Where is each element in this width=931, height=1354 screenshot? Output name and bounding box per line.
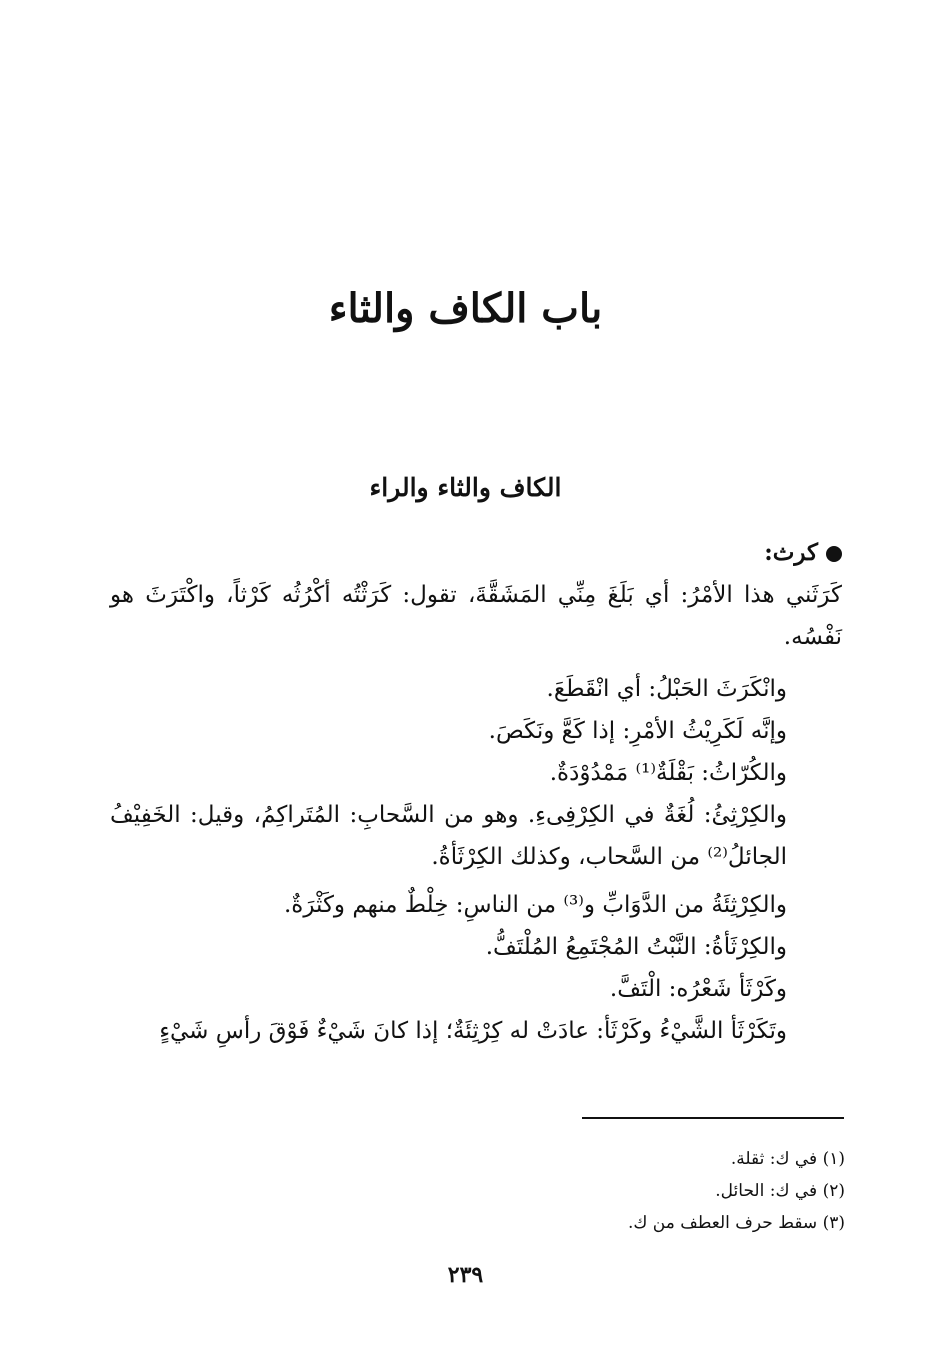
footnote-divider	[582, 1117, 844, 1119]
footnote: (١) في ك: ثقلة.	[730, 1149, 845, 1169]
entry-paragraph: والكِرْثِئُ: لُغَةٌ في الكِرْفِىءِ. وهو من السَّحابِ: المُتَراكِمُ، وقيل: الخَفِيْفُ الجائلُ⁽²⁾ من السَّحاب، وكذلك الكِرْثَأةُ.	[110, 802, 787, 870]
entry-body	[110, 532, 842, 1052]
entry-paragraph: وكَرْثَأ شَعْرُه: الْتَفَّ.	[609, 976, 787, 1002]
page-number: ٢٣٩	[447, 1262, 484, 1288]
entry-head-label: كرث:	[764, 539, 818, 566]
entry-paragraph: وانْكَرَثَ الحَبْلُ: أي انْقَطَعَ.	[546, 676, 787, 702]
entry-paragraph: والكُرّاثُ: بَقْلَةٌ⁽¹⁾ مَمْدُوْدَةٌ.	[549, 760, 787, 786]
footnote: (٣) سقط حرف العطف من ك.	[627, 1213, 845, 1233]
entry-paragraph: وإنَّه لَكَرِيْثُ الأمْرِ: إذا كَعَّ ونَكَصَ.	[488, 718, 787, 744]
entry-paragraph: والكِرْثِئَةُ من الدَّوَابِّ و⁽³⁾ من الناسِ: خِلْطٌ منهم وكَثْرَةٌ.	[283, 892, 787, 918]
entry-heading	[110, 532, 842, 574]
bullet-icon	[826, 546, 842, 562]
footnotes	[400, 1143, 845, 1239]
footnote: (٢) في ك: الحائل.	[715, 1181, 845, 1201]
entry-paragraph: وتَكَرْثَأ الشَّيْءُ وكَرْثَأ: عادَتْ له كِرْثِئَةٌ؛ إذا كانَ شَيْءٌ فَوْقَ رأسِ شَيْءٍ	[159, 1018, 787, 1044]
entry-paragraph: كَرَثَني هذا الأمْرُ: أي بَلَغَ مِنِّي المَشَقَّةَ، تقول: كَرَثْتُه أكْرُثُه كَرْثاً، واكْتَرَثَ هو نَفْسُه.	[110, 582, 842, 650]
chapter-title: باب الكاف والثاء	[328, 285, 603, 332]
entry-paragraph: والكِرْثَأةُ: النَّبْتُ المُجْتَمِعُ المُلْتَفُّ.	[485, 934, 787, 960]
section-title: الكاف والثاء والراء	[369, 473, 562, 502]
